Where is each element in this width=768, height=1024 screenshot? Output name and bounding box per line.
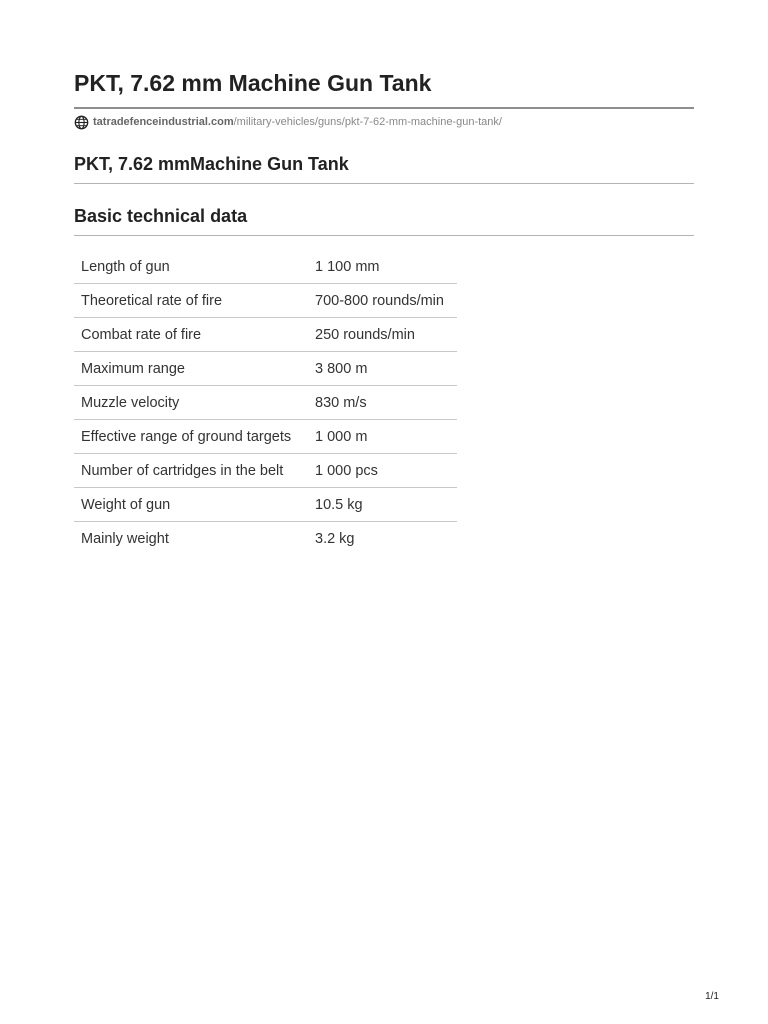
spec-label: Effective range of ground targets <box>74 420 308 454</box>
spec-label: Length of gun <box>74 250 308 284</box>
table-row <box>74 318 457 352</box>
spec-value: 3.2 kg <box>315 530 355 547</box>
article-heading-divider <box>74 183 694 184</box>
spec-label: Theoretical rate of fire <box>74 284 308 318</box>
table-row <box>74 420 457 454</box>
page-number: 1/1 <box>705 991 719 1002</box>
table-row <box>74 386 457 420</box>
spec-value: 830 m/s <box>308 386 457 420</box>
spec-value: 3 800 m <box>308 352 457 386</box>
article-heading: PKT, 7.62 mmMachine Gun Tank <box>74 154 349 174</box>
spec-label: Mainly weight <box>81 530 169 547</box>
spec-value: 250 rounds/min <box>308 318 457 352</box>
page-title: PKT, 7.62 mm Machine Gun Tank <box>74 70 432 96</box>
spec-value: 1 100 mm <box>308 250 457 284</box>
spec-value: 10.5 kg <box>308 488 457 522</box>
spec-label: Muzzle velocity <box>74 386 308 420</box>
table-row <box>74 488 457 522</box>
source-path[interactable]: /military-vehicles/guns/pkt-7-62-mm-machine-gun-tank/ <box>233 116 502 128</box>
table-row <box>74 454 457 488</box>
spec-label: Maximum range <box>74 352 308 386</box>
section-heading-basic-technical-data: Basic technical data <box>74 206 248 226</box>
spec-value: 1 000 m <box>308 420 457 454</box>
table-row <box>74 352 457 386</box>
spec-value: 700-800 rounds/min <box>308 284 457 318</box>
globe-icon <box>74 115 89 130</box>
table-row <box>74 250 457 284</box>
section-heading-divider <box>74 235 694 236</box>
spec-label: Combat rate of fire <box>74 318 308 352</box>
title-divider <box>74 107 694 109</box>
technical-data-table <box>74 250 457 555</box>
spec-label: Number of cartridges in the belt <box>74 454 308 488</box>
spec-value: 1 000 pcs <box>308 454 457 488</box>
table-row <box>74 284 457 318</box>
spec-label: Weight of gun <box>74 488 308 522</box>
source-domain[interactable]: tatradefenceindustrial.com <box>93 116 234 128</box>
table-row <box>74 522 457 556</box>
source-url[interactable] <box>74 114 502 130</box>
